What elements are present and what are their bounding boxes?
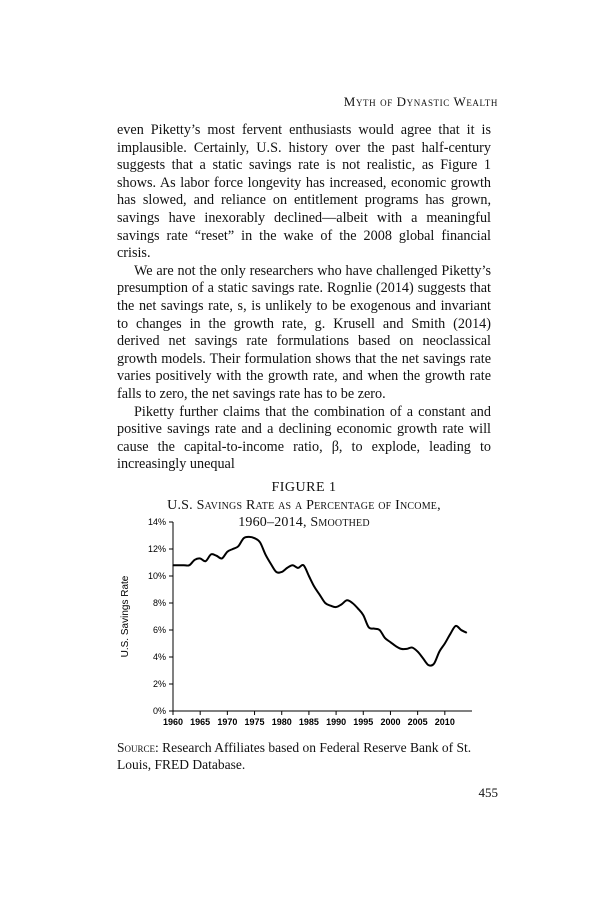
data-point	[254, 538, 255, 539]
data-point	[406, 648, 407, 649]
x-tick-label: 1965	[190, 717, 211, 727]
data-point	[205, 561, 206, 562]
data-point	[357, 608, 358, 609]
x-tick-label: 1990	[326, 717, 347, 727]
page-number: 455	[478, 785, 498, 800]
data-point	[461, 629, 462, 630]
body-text	[117, 122, 491, 474]
data-point	[287, 567, 288, 568]
data-point	[276, 571, 277, 572]
x-tick-label: 2005	[407, 717, 428, 727]
data-point	[249, 536, 250, 537]
data-point	[292, 565, 293, 566]
figure-title-line-2: 1960–2014, Smoothed	[238, 515, 370, 530]
paragraph-2: We are not the only researchers who have challenged Piketty’s presumption of a static savings rate. Rognlie (2014) suggests that the net savings rate, s, is unlikely to be exogenous and invariant to changes in the growth rate, g. Krusell and Smith (2014) derived net savings rate formulations based on neoclassical growth models. Their formulation shows that the net savings rate varies positively with the growth rate, and when the growth rate falls to zero, the net savings rate has to be zero.	[117, 262, 491, 402]
paragraph-3: Piketty further claims that the combination of a constant and positive savings rate and a declining economic growth rate will cause the capital-to-income ratio, β, to explode, leading to increasingly unequal	[117, 403, 491, 473]
data-point	[178, 565, 179, 566]
data-point	[172, 565, 173, 566]
data-point	[444, 643, 445, 644]
data-point	[259, 542, 260, 543]
data-point	[417, 651, 418, 652]
y-axis-title: U.S. Savings Rate	[120, 575, 131, 658]
x-tick-label: 1975	[244, 717, 265, 727]
y-tick-label: 2%	[152, 679, 166, 689]
source-label: Source:	[117, 740, 159, 755]
running-head: Myth of Dynastic Wealth	[343, 94, 498, 109]
data-point	[238, 546, 239, 547]
y-tick-label: 12%	[147, 544, 166, 554]
x-tick-label: 2000	[380, 717, 401, 727]
y-tick-label: 6%	[152, 625, 166, 635]
data-point	[270, 563, 271, 564]
data-point	[384, 638, 385, 639]
data-point	[433, 663, 434, 664]
data-point	[265, 554, 266, 555]
data-point	[379, 629, 380, 630]
y-tick-label: 8%	[152, 598, 166, 608]
y-tick-label: 0%	[152, 706, 166, 716]
x-tick-label: 2010	[434, 717, 455, 727]
y-tick-label: 10%	[147, 571, 166, 581]
data-point	[412, 647, 413, 648]
data-point	[227, 551, 228, 552]
data-point	[346, 600, 347, 601]
data-point	[221, 558, 222, 559]
data-point	[216, 555, 217, 556]
data-point	[189, 565, 190, 566]
data-point	[390, 642, 391, 643]
data-point	[422, 658, 423, 659]
y-tick-label: 14%	[147, 517, 166, 527]
data-point	[210, 554, 211, 555]
data-point	[450, 633, 451, 634]
data-point	[352, 602, 353, 603]
data-point	[466, 632, 467, 633]
data-point	[200, 558, 201, 559]
data-point	[243, 538, 244, 539]
savings-rate-line	[173, 537, 467, 666]
y-tick-label: 4%	[152, 652, 166, 662]
source-text: Research Affiliates based on Federal Reserve Bank of St. Louis, FRED Database.	[117, 740, 472, 772]
paragraph-1: even Piketty’s most fervent enthusiasts would agree that it is implausible. Certainly, U.S. history over the past half-century suggests that a static savings rate is not realistic, as Figure 1 shows. As labor force longevity has increased, economic growth has slowed, and reliance on entitlement programs has grown, savings have inexorably declined—albeit with a meaningful savings rate “reset” in the wake of the 2008 global financial crisis.	[117, 122, 491, 262]
figure-label: FIGURE 1	[271, 480, 337, 495]
data-point	[183, 565, 184, 566]
x-tick-label: 1980	[271, 717, 292, 727]
data-point	[374, 628, 375, 629]
data-point	[297, 567, 298, 568]
data-point	[455, 625, 456, 626]
data-point	[325, 602, 326, 603]
data-point	[308, 575, 309, 576]
x-tick-label: 1970	[217, 717, 238, 727]
data-point	[395, 646, 396, 647]
data-point	[439, 651, 440, 652]
data-point	[330, 605, 331, 606]
data-point	[281, 571, 282, 572]
plot-area	[120, 517, 472, 727]
data-point	[194, 559, 195, 560]
data-point	[368, 627, 369, 628]
x-tick-label: 1995	[353, 717, 374, 727]
figure-source	[117, 739, 495, 773]
data-point	[314, 586, 315, 587]
x-tick-label: 1960	[162, 717, 184, 727]
x-tick-label: 1985	[298, 717, 319, 727]
data-point	[428, 665, 429, 666]
figure-title-line-1: U.S. Savings Rate as a Percentage of Income,	[167, 498, 441, 513]
data-point	[401, 648, 402, 649]
data-point	[335, 606, 336, 607]
data-point	[363, 615, 364, 616]
data-point	[319, 594, 320, 595]
savings-rate-chart	[108, 507, 488, 732]
data-point	[232, 548, 233, 549]
data-point	[303, 565, 304, 566]
data-point	[341, 604, 342, 605]
